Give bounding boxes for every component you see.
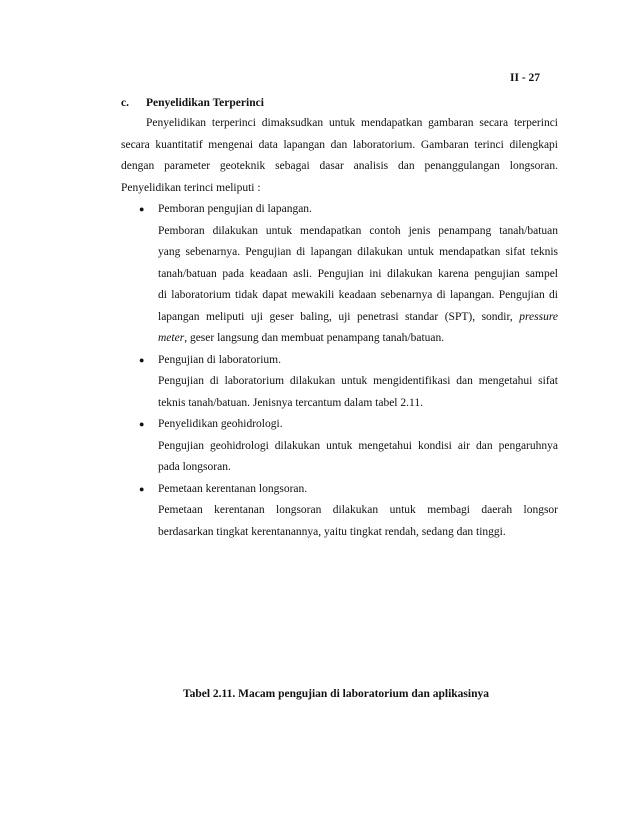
italic-term: meter: [158, 332, 185, 344]
intro-paragraph: [121, 113, 558, 199]
investigation-list: [121, 199, 558, 543]
italic-term: pressure: [519, 310, 558, 323]
bullet-line: teknis tanah/batuan. Jenisnya tercantum dalam tabel 2.11.: [158, 396, 423, 409]
intro-line: Penyelidikan terperinci dimaksudkan untuk mendapatkan gambaran secara terperinci: [146, 117, 558, 129]
bullet-line-text: , geser langsung dan membuat penampang tanah/batuan.: [184, 332, 445, 344]
section-title: Penyelidikan Terperinci: [146, 97, 264, 109]
bullet-line: [158, 307, 558, 329]
section-heading: [121, 94, 558, 113]
bullet-icon: ●: [139, 483, 145, 494]
list-item: [121, 350, 558, 415]
bullet-line: tanah/batuan pada keadaan asli. Pengujian ini dilakukan karena pengujian sampel: [158, 267, 558, 280]
bullet-line: Pemetaan kerentanan longsoran dilakukan untuk membagi daerah longsor: [158, 504, 558, 516]
page-number: II - 27: [510, 72, 541, 84]
list-item: [121, 414, 558, 479]
bullet-line: berdasarkan tingkat kerentanannya, yaitu tingkat rendah, sedang dan tinggi.: [158, 525, 506, 538]
intro-line: dengan parameter geoteknik sebagai dasar analisis dan penanggulangan longsoran.: [121, 160, 558, 172]
bullet-title: Pemboran pengujian di lapangan.: [158, 203, 312, 215]
bullet-title: Penyelidikan geohidrologi.: [158, 418, 283, 430]
bullet-title: Pemetaan kerentanan longsoran.: [158, 482, 308, 495]
bullet-line: Pemboran dilakukan untuk mendapatkan contoh jenis penampang tanah/batuan: [158, 224, 558, 237]
bullet-line: Pengujian di laboratorium dilakukan untuk mengidentifikasi dan mengetahui sifat: [158, 375, 558, 387]
bullet-title: Pengujian di laboratorium.: [158, 353, 281, 366]
bullet-line: [158, 328, 558, 350]
bullet-line: di laboratorium tidak dapat mewakili keadaan sebenarnya di lapangan. Pengujian di: [158, 289, 558, 301]
bullet-line-text: lapangan meliputi uji geser baling, uji penetrasi standar (SPT), sondir,: [158, 310, 513, 323]
list-item: [121, 199, 558, 350]
bullet-icon: ●: [139, 419, 145, 429]
list-item: [121, 479, 558, 544]
document-body: [121, 94, 558, 543]
table-caption: Tabel 2.11. Macam pengujian di laboratorium dan aplikasinya: [183, 688, 489, 700]
bullet-line: yang sebenarnya. Pengujian di lapangan dilakukan untuk mendapatkan sifat teknis: [158, 246, 558, 258]
bullet-icon: ●: [139, 354, 145, 365]
bullet-line: pada longsoran.: [158, 461, 231, 473]
bullet-line: Pengujian geohidrologi dilakukan untuk mengetahui kondisi air dan pengaruhnya: [158, 439, 558, 452]
intro-line: secara kuantitatif mengenai data lapangan dan laboratorium. Gambaran terinci dilengkapi: [121, 138, 558, 151]
intro-line: Penyelidikan terinci meliputi :: [121, 181, 261, 194]
bullet-icon: ●: [139, 204, 145, 214]
section-letter: c.: [121, 97, 129, 109]
